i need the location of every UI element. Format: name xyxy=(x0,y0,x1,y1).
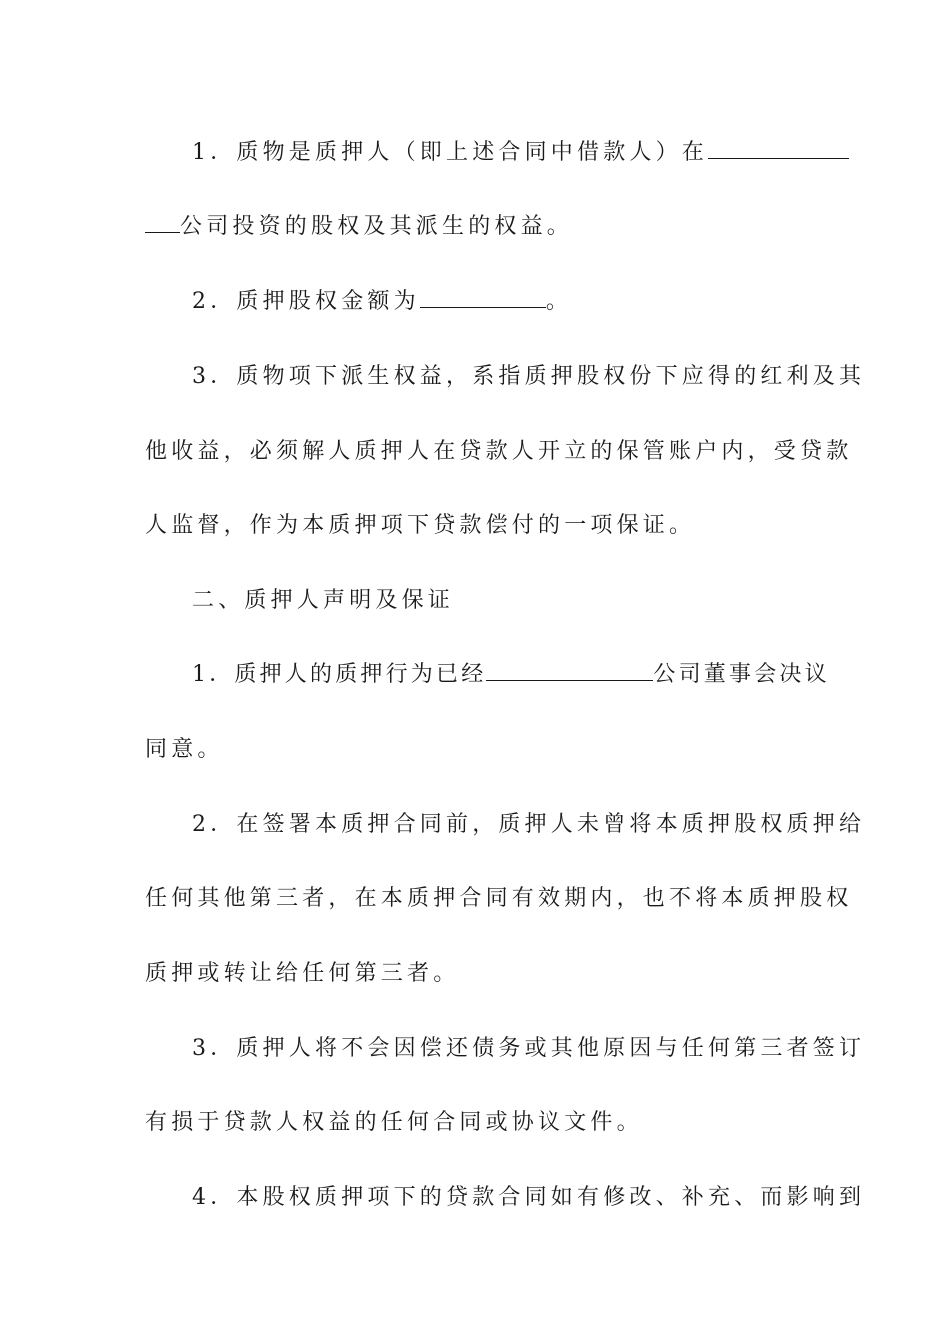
text-line xyxy=(0,287,950,317)
fill-in-blank xyxy=(145,212,180,233)
text-segment: 1．质物是质押人（即上述合同中借款人）在 xyxy=(192,140,708,165)
text-line: 3．质物项下派生权益，系指质押股权份下应得的红利及其 xyxy=(192,364,866,389)
text-segment: 。 xyxy=(545,289,573,314)
text-segment: 公司董事会决议 xyxy=(653,662,830,687)
fill-in-blank xyxy=(420,287,546,308)
text-line: 人监督，作为本质押项下贷款偿付的一项保证。 xyxy=(145,513,696,538)
text-line: 2．在签署本质押合同前，质押人未曾将本质押股权质押给 xyxy=(192,812,866,837)
text-line xyxy=(0,660,950,690)
text-line: 他收益，必须解人质押人在贷款人开立的保管账户内，受贷款 xyxy=(145,439,853,464)
text-line: 有损于贷款人权益的任何合同或协议文件。 xyxy=(145,1110,643,1135)
text-line: 3．质押人将不会因偿还债务或其他原因与任何第三者签订 xyxy=(192,1036,866,1061)
text-line xyxy=(0,138,950,168)
fill-in-blank xyxy=(708,138,849,159)
text-line: 同意。 xyxy=(145,737,224,762)
text-segment: 公司投资的股权及其派生的权益。 xyxy=(180,214,574,239)
text-line: 4．本股权质押项下的贷款合同如有修改、补充、而影响到 xyxy=(192,1185,866,1210)
text-line xyxy=(0,212,950,242)
text-line: 任何其他第三者，在本质押合同有效期内，也不将本质押股权 xyxy=(145,886,853,911)
text-line: 质押或转让给任何第三者。 xyxy=(145,961,460,986)
section-heading: 二、质押人声明及保证 xyxy=(192,588,455,613)
text-segment: 2．质押股权金额为 xyxy=(192,289,420,314)
text-segment: 1．质押人的质押行为已经 xyxy=(192,662,487,687)
fill-in-blank xyxy=(486,660,653,681)
